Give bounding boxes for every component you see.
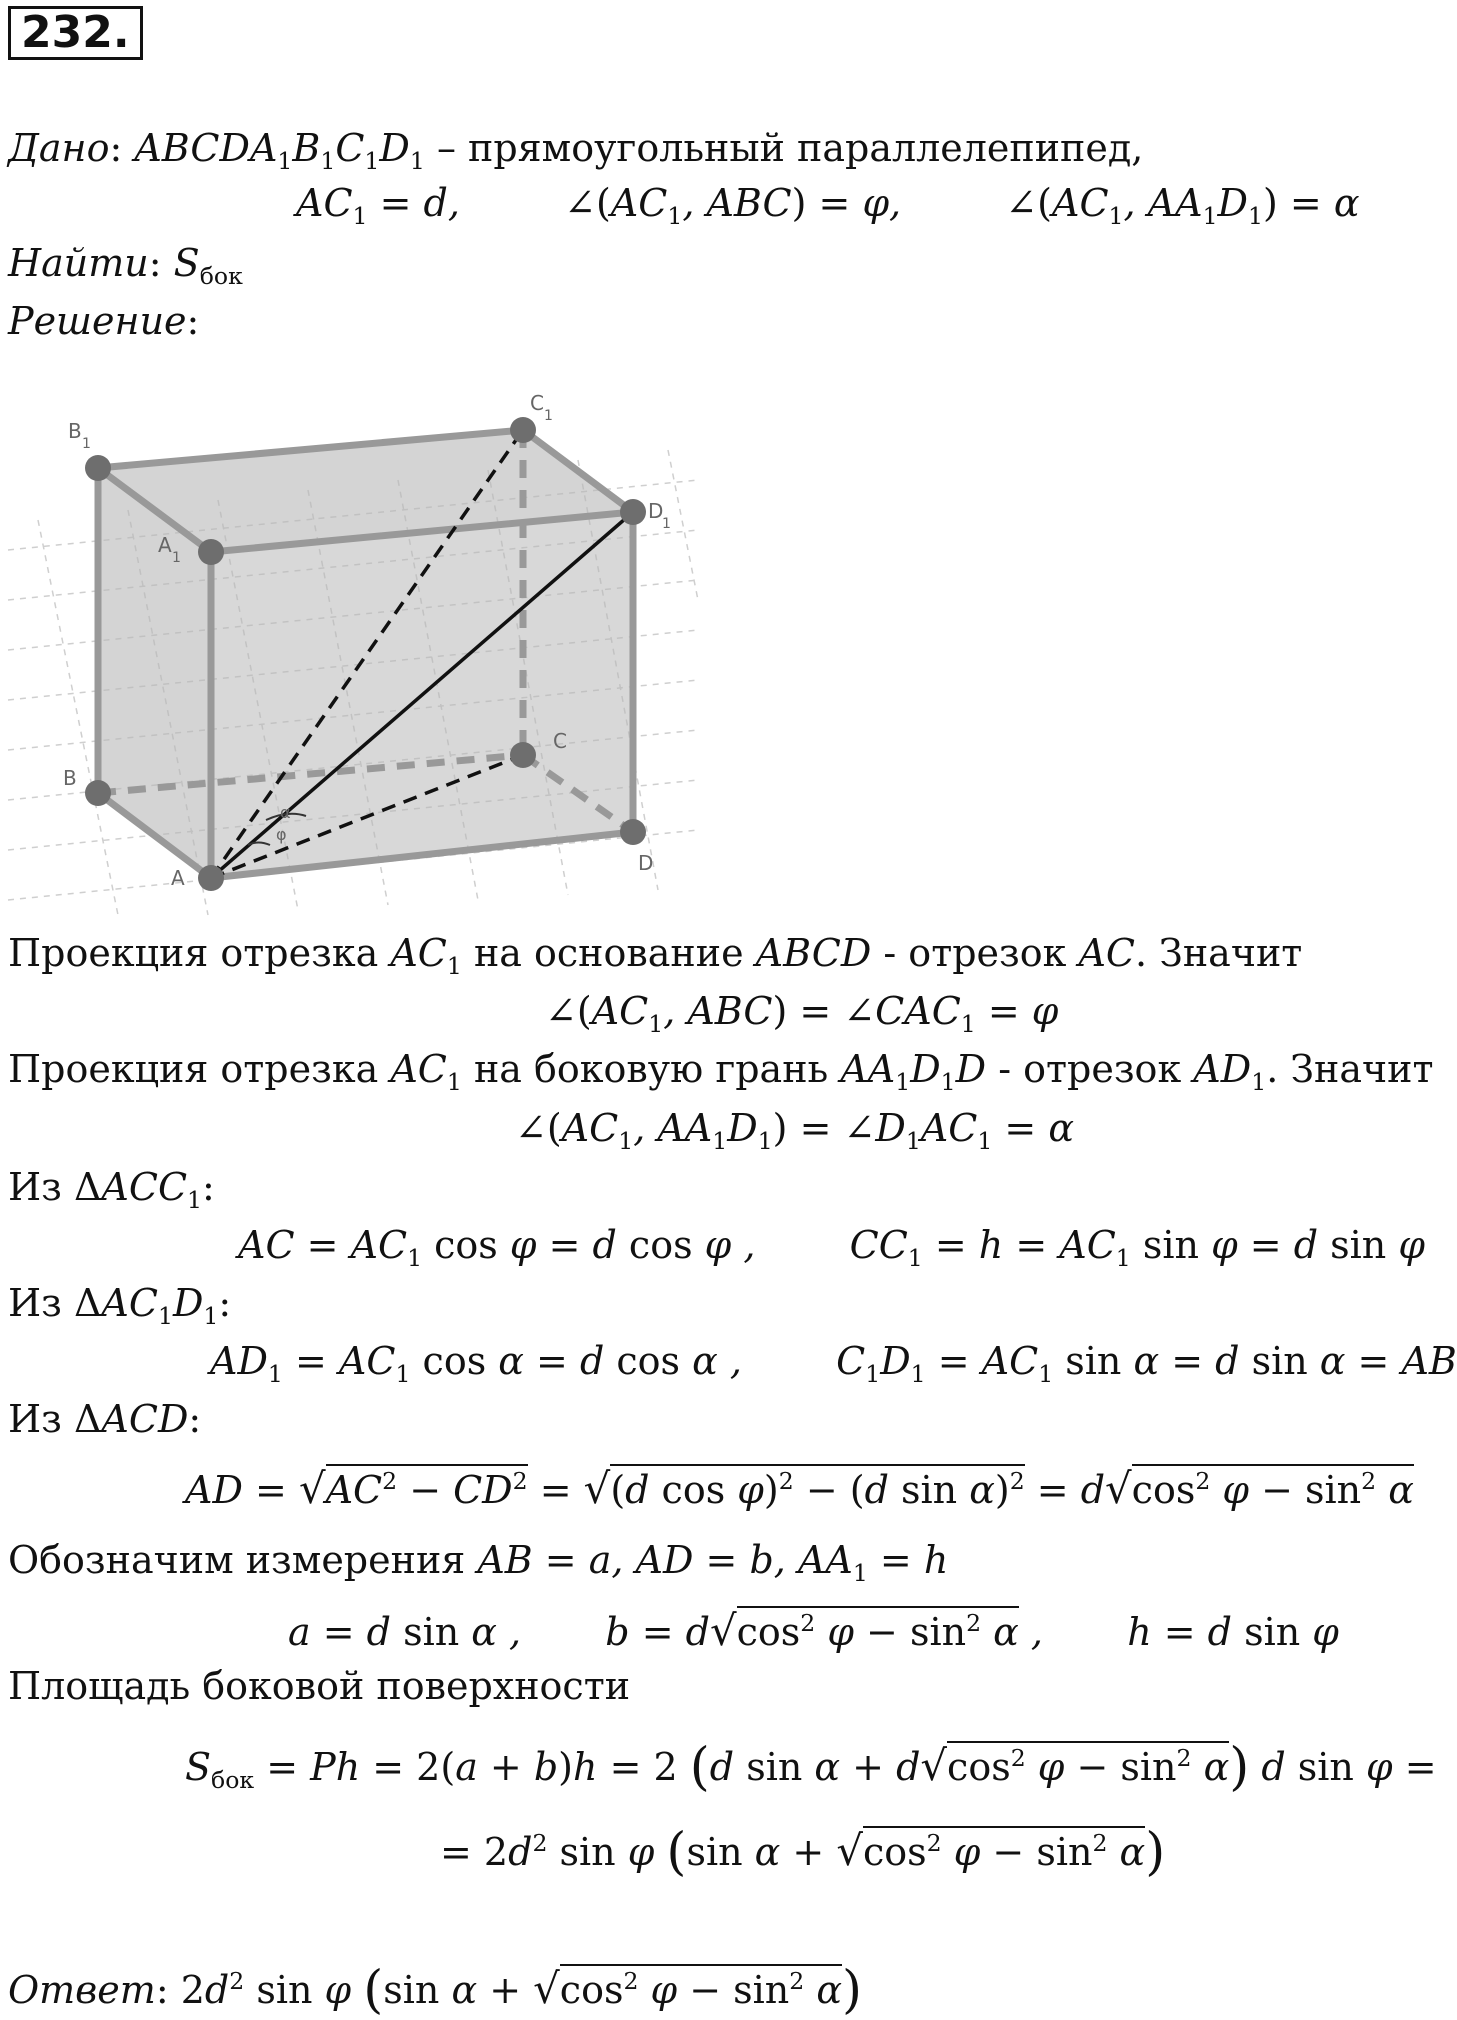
label-b1: B — [68, 419, 82, 443]
find-label: Найти — [8, 241, 149, 285]
label-alpha: α — [280, 803, 291, 822]
label-a1: A — [158, 533, 172, 557]
parallelepiped-figure — [8, 391, 708, 920]
from-ac1d1: Из $\Delta AC_1D_1$: — [8, 1281, 232, 1331]
problem-number: 232. — [8, 6, 143, 60]
label-b: B — [63, 766, 77, 790]
from-acc1: Из $\Delta ACC_1$: — [8, 1165, 215, 1215]
eq-dimensions: a = d sin α , $b = d√\cos^2$ $\varphi - \sin^2 \alpha$ , h = d sin φ — [288, 1606, 1339, 1656]
label-c1: C — [530, 391, 544, 415]
svg-text:1: 1 — [172, 550, 181, 566]
label-phi: φ — [276, 825, 287, 844]
eq-ad: AD = $√AC^2 - CD^2 = √(d$ cos φ)$^2$ − (d $\sin \alpha)^2 = d√\cos^2$ $\varphi - \sin^2 \alpha$ — [185, 1464, 1414, 1514]
find-line: Найти: $S_{бок}$ — [8, 241, 243, 291]
label-d1: D — [648, 499, 664, 523]
label-a: A — [171, 866, 185, 890]
given-line: Дано: $ABCDA_1B_1C_1D_1$ – прямоугольный параллелепипед, — [8, 126, 1144, 176]
answer-line: Ответ: $2d^2$ sin φ (sin $\alpha + √\cos^2$ $\varphi - \sin^2 \alpha$) — [8, 1960, 863, 2020]
eq-area-2: = $2d^2$ sin φ (sin $\alpha + √\cos^2$ $\varphi - \sin^2 \alpha$) — [440, 1822, 1166, 1883]
label-d: D — [638, 851, 654, 875]
from-acd: Из ΔACD: — [8, 1397, 202, 1441]
eq-angle-alpha: $\angle(AC_1$, $AA_1D_1$) = $\angle D_1AC_1 = \alpha$ — [515, 1106, 1074, 1156]
line-projection-1: Проекция отрезка $AC_1$ на основание ABCD - отрезок AC. Значит — [8, 931, 1303, 981]
label-c: C — [553, 729, 567, 753]
area-label: Площадь боковой поверхности — [8, 1664, 631, 1708]
eq-ad1-c1d1: $AD_1 = AC_1$ cos α = d cos α , $C_1D_1 = AC_1$ sin α = d sin α = AB — [210, 1339, 1457, 1389]
given-label: Дано — [8, 126, 110, 170]
given-text: – прямоугольный параллелепипед, — [436, 126, 1144, 170]
svg-text:1: 1 — [662, 516, 671, 532]
svg-text:1: 1 — [82, 436, 91, 452]
solution-label: Решение: — [8, 299, 200, 343]
eq-angle-phi: $\angle(AC_1$, $ABC) = \angle CAC_1 = \varphi$ — [545, 989, 1059, 1039]
given-conditions: $AC_1 = d$, $\angle(AC_1$, ABC) = φ, $\angle(AC_1$, $AA_1D_1) = \alpha$ — [296, 181, 1360, 231]
eq-ac-cc1: AC = $AC_1$ cos φ = d cos φ , $CC_1 = h = AC_1$ sin φ = d sin φ — [238, 1223, 1425, 1273]
eq-area-1: $S_{бок} = Ph = 2(a + b)h = 2$ (d $\sin \alpha + d√\cos^2$ $\varphi - \sin^2 \alpha$) d sin φ = — [185, 1737, 1437, 1798]
line-projection-2: Проекция отрезка $AC_1$ на боковую грань $AA_1D_1D$ - отрезок $AD_1$. Значит — [8, 1047, 1434, 1097]
svg-text:1: 1 — [544, 408, 553, 424]
notation-line: Обозначим измерения AB = a, AD = b, $AA_1 = h$ — [8, 1538, 949, 1588]
